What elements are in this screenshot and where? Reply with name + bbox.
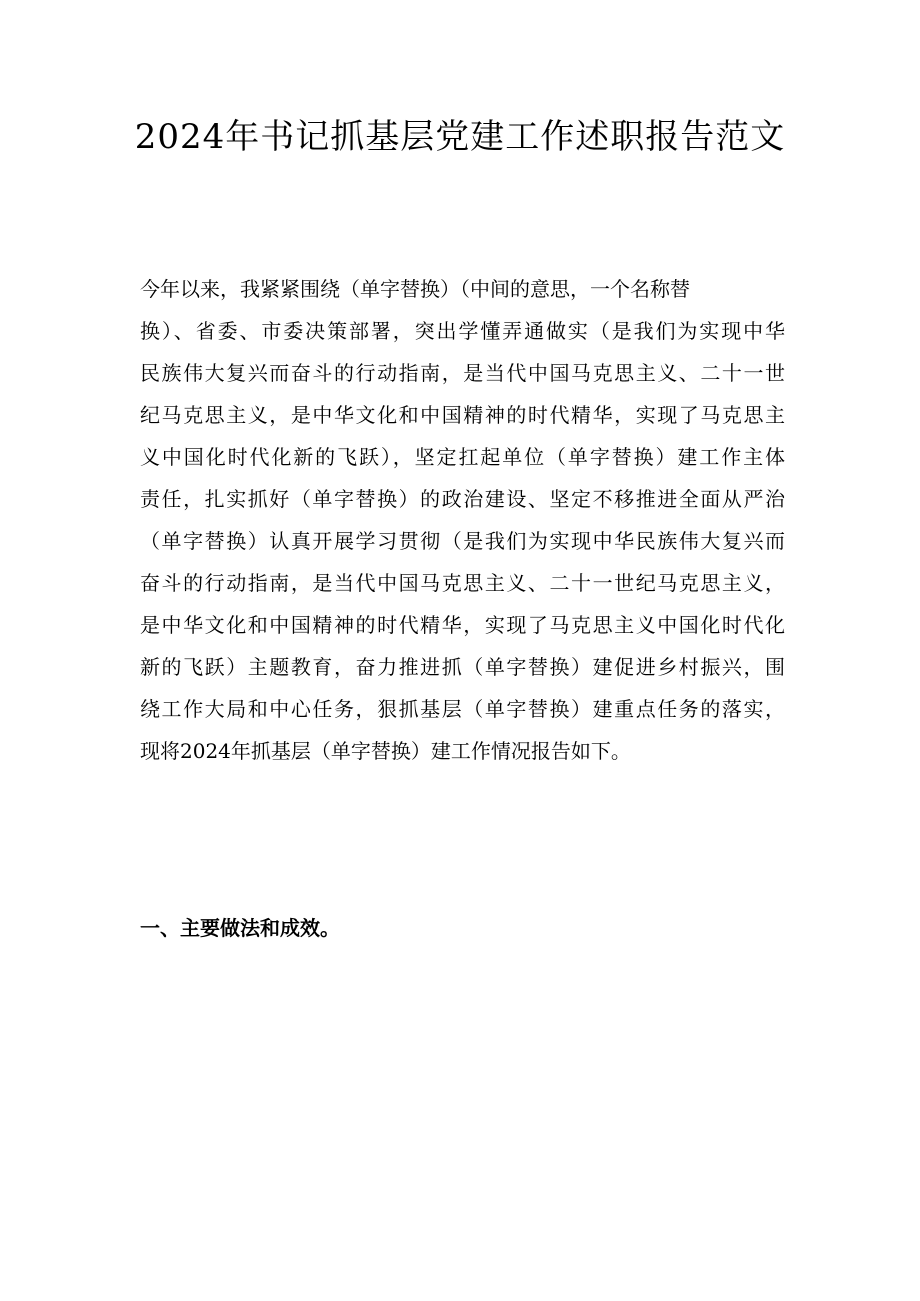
- paragraph-line: 现将2024年抓基层（单字替换）建工作情况报告如下。: [140, 739, 631, 763]
- intro-paragraph: [140, 268, 785, 772]
- section-heading: 一、主要做法和成效。: [140, 916, 340, 940]
- document-title: 2024年书记抓基层党建工作述职报告范文: [134, 117, 786, 157]
- paragraph-line: 今年以来，我紧紧围绕（单字替换）（中间的意思，一个名称替: [140, 277, 690, 301]
- paragraph-line: 是中华文化和中国精神的时代精华，实现了马克思主义中国化时代化: [140, 613, 785, 637]
- paragraph-line: 奋斗的行动指南，是当代中国马克思主义、二十一世纪马克思主义，: [140, 571, 785, 595]
- paragraph-line: （单字替换）认真开展学习贯彻（是我们为实现中华民族伟大复兴而: [140, 529, 785, 553]
- paragraph-line: 责任，扎实抓好（单字替换）的政治建设、坚定不移推进全面从严治: [140, 487, 785, 511]
- paragraph-line: 义中国化时代化新的飞跃），坚定扛起单位（单字替换）建工作主体: [140, 445, 785, 469]
- paragraph-line: 绕工作大局和中心任务，狠抓基层（单字替换）建重点任务的落实，: [140, 697, 785, 721]
- paragraph-line: 换）、省委、市委决策部署，突出学懂弄通做实（是我们为实现中华: [140, 319, 785, 343]
- paragraph-line: 新的飞跃）主题教育，奋力推进抓（单字替换）建促进乡村振兴，围: [140, 655, 785, 679]
- paragraph-line: 纪马克思主义，是中华文化和中国精神的时代精华，实现了马克思主: [140, 403, 785, 427]
- paragraph-line: 民族伟大复兴而奋斗的行动指南，是当代中国马克思主义、二十一世: [140, 361, 785, 385]
